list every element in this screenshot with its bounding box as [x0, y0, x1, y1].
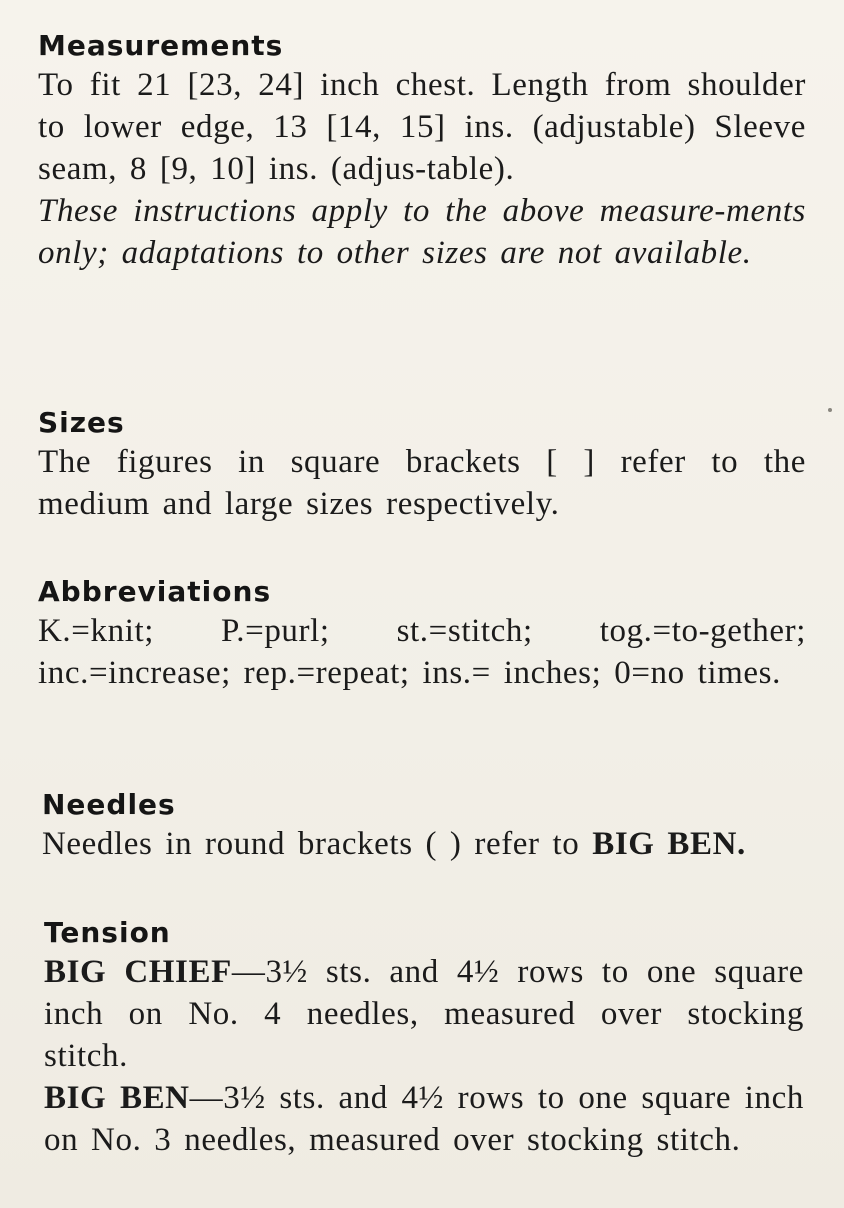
tension-big-ben-label: BIG BEN: [44, 1080, 190, 1116]
sizes-section: [38, 405, 806, 525]
sizes-text: The figures in square brackets [ ] refer to the medium and large sizes respectively.: [38, 444, 806, 522]
needles-brand: BIG BEN.: [592, 826, 746, 862]
tension-heading: Tension: [44, 916, 171, 949]
tension-big-ben: [44, 1077, 804, 1161]
tension-big-ben-text: —3½ sts. and 4½ rows to one square inch on No. 3 needles, measured over stocking stitch.: [44, 1080, 804, 1158]
tension-big-chief-text: —3½ sts. and 4½ rows to one square inch on No. 4 needles, measured over stocking stitch.: [44, 954, 804, 1074]
tension-big-chief: [44, 951, 804, 1077]
measurements-note: These instructions apply to the above measure-ments only; adaptations to other sizes are not available.: [38, 193, 806, 271]
needles-text: Needles in round brackets ( ) refer to: [42, 826, 580, 862]
needles-heading: Needles: [42, 788, 176, 821]
needles-section: [42, 787, 810, 865]
abbreviations-section: [38, 574, 806, 694]
abbreviations-heading: Abbreviations: [38, 575, 272, 608]
measurements-text: To fit 21 [23, 24] inch chest. Length from shoulder to lower edge, 13 [14, 15] ins. (adjustable) Sleeve seam, 8 [9, 10] ins. (adjus-table).: [38, 67, 806, 187]
paper-speck: [828, 408, 832, 412]
measurements-heading: Measurements: [38, 29, 284, 62]
tension-section: [44, 915, 804, 1161]
needles-paragraph: [42, 823, 810, 865]
abbreviations-text: K.=knit; P.=purl; st.=stitch; tog.=to-gether; inc.=increase; rep.=repeat; ins.= inches; 0=no times.: [38, 613, 806, 691]
tension-big-chief-label: BIG CHIEF: [44, 954, 232, 990]
measurements-section: [38, 28, 806, 274]
sizes-heading: Sizes: [38, 406, 125, 439]
